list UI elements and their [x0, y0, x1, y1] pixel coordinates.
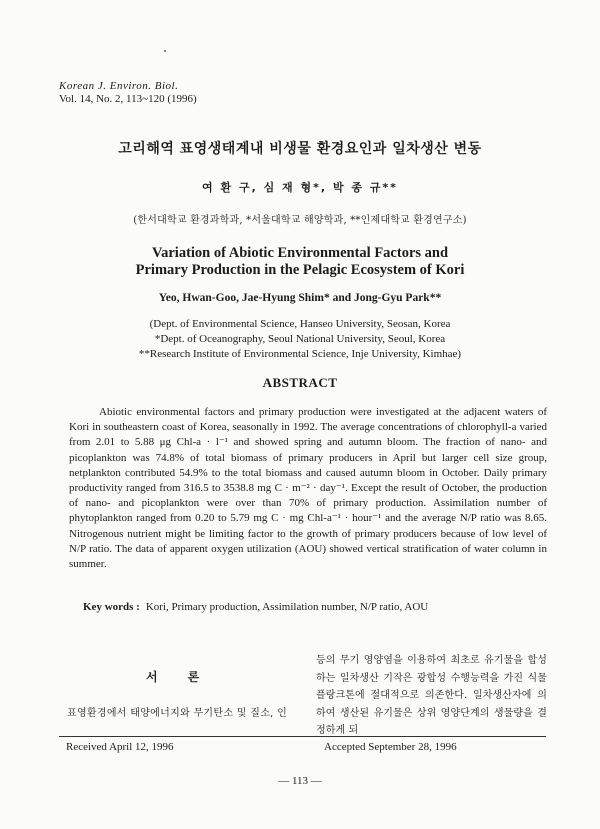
- english-affiliations: [0, 317, 600, 362]
- english-authors: Yeo, Hwan-Goo, Jae-Hyung Shim* and Jong-Gyu Park**: [158, 292, 442, 304]
- intro-heading: [146, 668, 199, 685]
- journal-name: Korean J. Environ. Biol.: [59, 80, 179, 92]
- affiliation-line2: *Dept. of Oceanography, Seoul National University, Seoul, Korea: [154, 333, 446, 345]
- keywords-text: Kori, Primary production, Assimilation number, N/P ratio, AOU: [145, 601, 429, 613]
- footnote-rule: [59, 736, 546, 737]
- journal-citation: [59, 80, 197, 106]
- korean-title: 고리해역 표영생태계내 비생물 환경요인과 일차생산 변동: [118, 141, 482, 157]
- intro-right-text: 등의 무기 영양염을 이용하여 최초로 유기물을 합성하는 일차생산 기작은 광합성 수행능력을 가진 식물플랑크톤에 절대적으로 의존한다. 일차생산자에 의하여 생산된 유기물은 상위 영양단계의 생물량을 결정하게 되: [316, 655, 547, 736]
- korean-affiliations: (한서대학교 환경과학과, *서울대학교 해양학과, **인제대학교 환경연구소): [133, 215, 467, 226]
- affiliation-line3: **Research Institute of Environmental Science, Inje University, Kimhae): [138, 348, 462, 360]
- received-date: Received April 12, 1996: [66, 741, 174, 753]
- intro-heading-char2: 론: [187, 670, 200, 684]
- english-title-line2: Primary Production in the Pelagic Ecosystem of Kori: [135, 262, 465, 278]
- korean-authors: 여 환 구, 심 재 형*, 박 종 규**: [202, 181, 398, 194]
- abstract-text: Abiotic environmental factors and primary production were investigated at the adjacent waters of Kori in southeastern coast of Korea, seasonally in 1992. The average concentrations of chlorophyll-a varied from 2.01 to 5.88 μg Chl-a · l⁻¹ and showed spring and autumn bloom. The fraction of nano- and picoplankton was 74.8% of total biomass of primary producers in April but larger cell size group, netplankton contributed 54.9% to the total biomass and caused autumn bloom in October. Daily primary productivity ranged from 316.5 to 3538.8 mg C · m⁻² · day⁻¹. Except the result of October, the production of nano- and picoplankton were over than 70% of primary production. Assimilation number of phytoplankton ranged from 0.20 to 5.79 mg C · mg Chl-a⁻¹ · hour⁻¹ and the average N/P ratio was 8.65. Nitrogenous nutrient might be limiting factor to the growth of primary producers because of low level of N/P ratio. The data of apparent oxygen utilization (AOU) showed vertical stratification of water column in summer.: [69, 406, 547, 571]
- keywords: [83, 601, 428, 613]
- english-title: [0, 245, 600, 279]
- intro-heading-char1: 서: [146, 670, 158, 684]
- page-number: — 113 —: [278, 775, 322, 787]
- accepted-date: Accepted September 28, 1996: [324, 741, 457, 753]
- affiliation-line1: (Dept. of Environmental Science, Hanseo University, Seosan, Korea: [149, 318, 451, 330]
- journal-volume: Vol. 14, No. 2, 113~120 (1996): [59, 93, 197, 105]
- abstract-body: [69, 405, 547, 572]
- abstract-heading: ABSTRACT: [262, 375, 338, 390]
- intro-left-text: 표영환경에서 태양에너지와 무기탄소 및 질소, 인: [67, 708, 288, 719]
- english-title-line1: Variation of Abiotic Environmental Factors and: [151, 245, 449, 261]
- scan-speck: [164, 50, 166, 52]
- keywords-label: Key words :: [83, 601, 140, 613]
